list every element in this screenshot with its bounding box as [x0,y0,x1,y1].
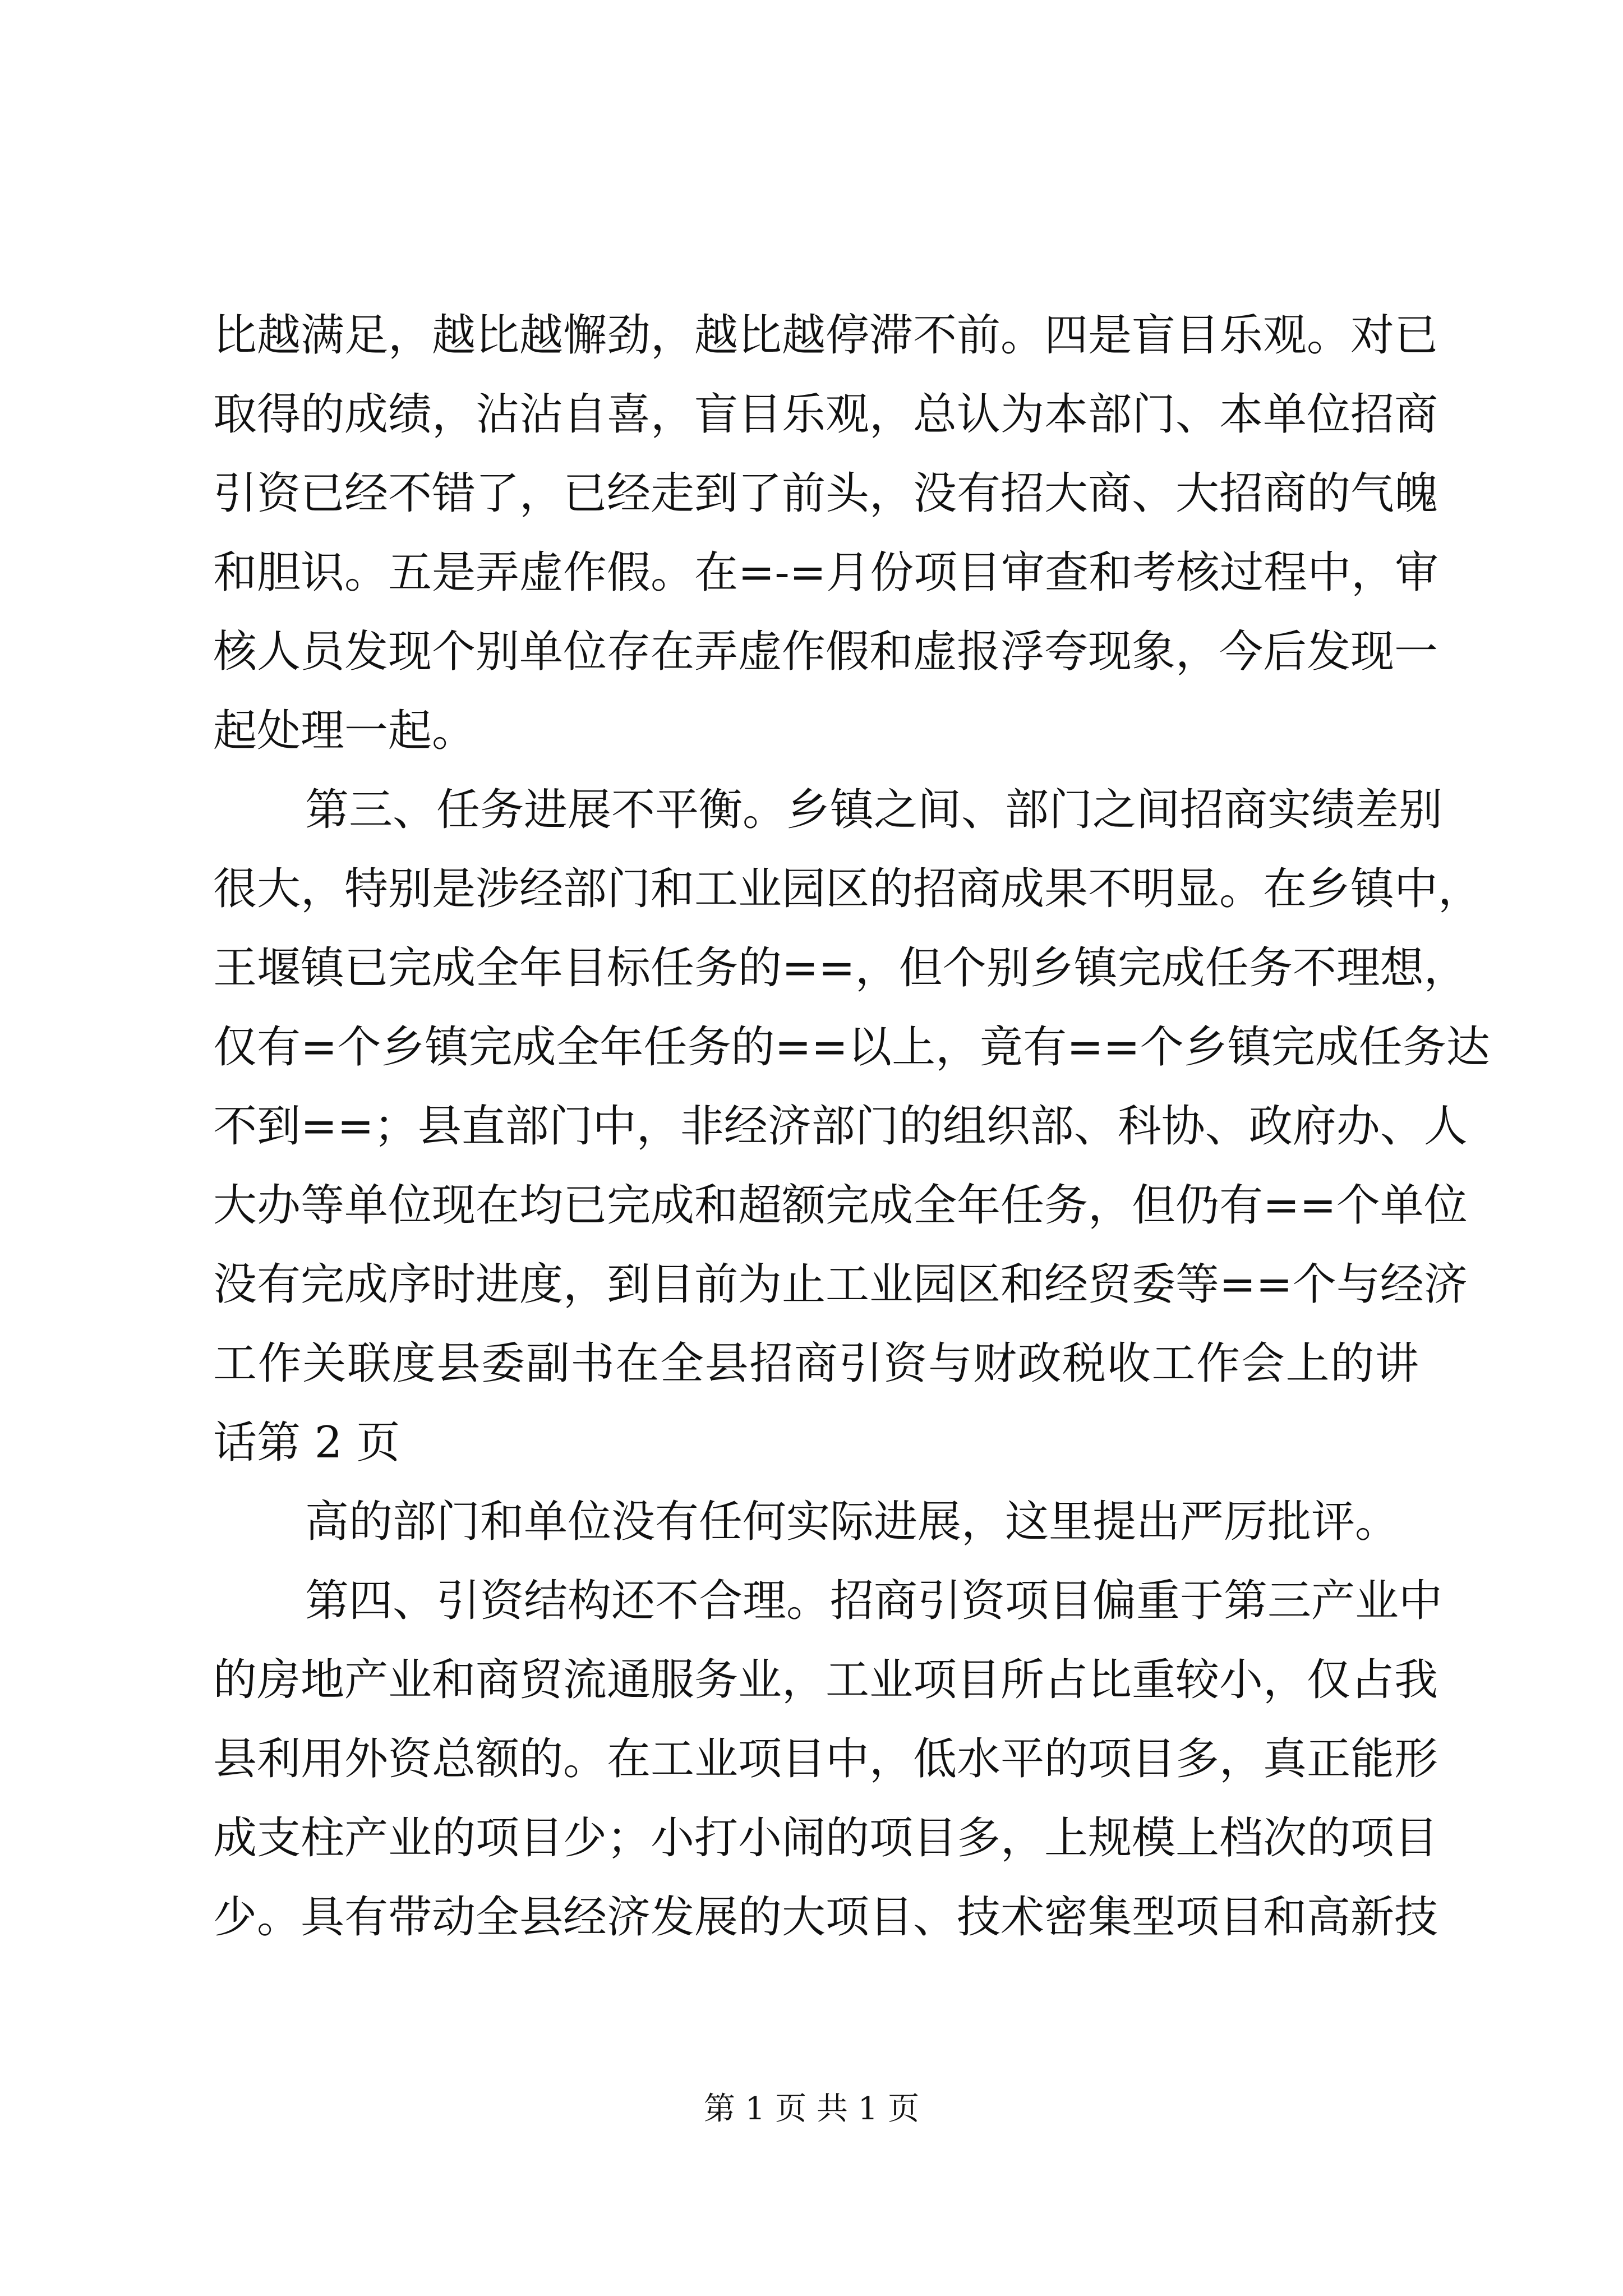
text-line: 县利用外资总额的。在工业项目中，低水平的项目多，真正能形 [213,1734,1438,1784]
page-footer: 第 1 页 共 1 页 [703,2091,920,2127]
paragraph-first-line: 第三、任务进展不平衡。乡镇之间、部门之间招商实绩差别 [305,785,1443,835]
text-line: 少。具有带动全县经济发展的大项目、技术密集型项目和高新技 [213,1892,1438,1943]
text-line: 引资已经不错了，已经走到了前头，没有招大商、大招商的气魄 [213,468,1438,519]
text-line: 比越满足，越比越懈劲，越比越停滞不前。四是盲目乐观。对已 [213,310,1438,361]
paragraph-first-line: 高的部门和单位没有任何实际进展，这里提出严厉批评。 [305,1497,1399,1547]
text-line: 大办等单位现在均已完成和超额完成全年任务，但仍有==个单位 [213,1180,1468,1231]
text-line: 取得的成绩，沾沾自喜，盲目乐观，总认为本部门、本单位招商 [213,389,1438,440]
text-line: 成支柱产业的项目少；小打小闹的项目多，上规模上档次的项目 [213,1813,1438,1864]
text-line: 不到==；县直部门中，非经济部门的组织部、科协、政府办、人 [213,1101,1468,1152]
text-line: 王堰镇已完成全年目标任务的==，但个别乡镇完成任务不理想， [213,943,1468,993]
text-line: 没有完成序时进度，到目前为止工业园区和经贸委等==个与经济 [213,1259,1468,1310]
text-line: 仅有=个乡镇完成全年任务的==以上，竟有==个乡镇完成任务达 [213,1022,1490,1073]
text-line: 很大，特别是涉经部门和工业园区的招商成果不明显。在乡镇中， [213,864,1482,914]
text-line: 的房地产业和商贸流通服务业，工业项目所占比重较小，仅占我 [213,1655,1438,1705]
text-line: 和胆识。五是弄虚作假。在=-=月份项目审查和考核过程中，审 [213,547,1439,598]
text-line: 话第 2 页 [213,1418,400,1468]
paragraph-first-line: 第四、引资结构还不合理。招商引资项目偏重于第三产业中 [305,1576,1443,1626]
text-line: 起处理一起。 [213,706,476,756]
text-line: 核人员发现个别单位存在弄虚作假和虚报浮夸现象，今后发现一 [213,627,1438,677]
text-line: 工作关联度县委副书在全县招商引资与财政税收工作会上的讲 [213,1338,1419,1389]
body-text [213,296,1490,1957]
